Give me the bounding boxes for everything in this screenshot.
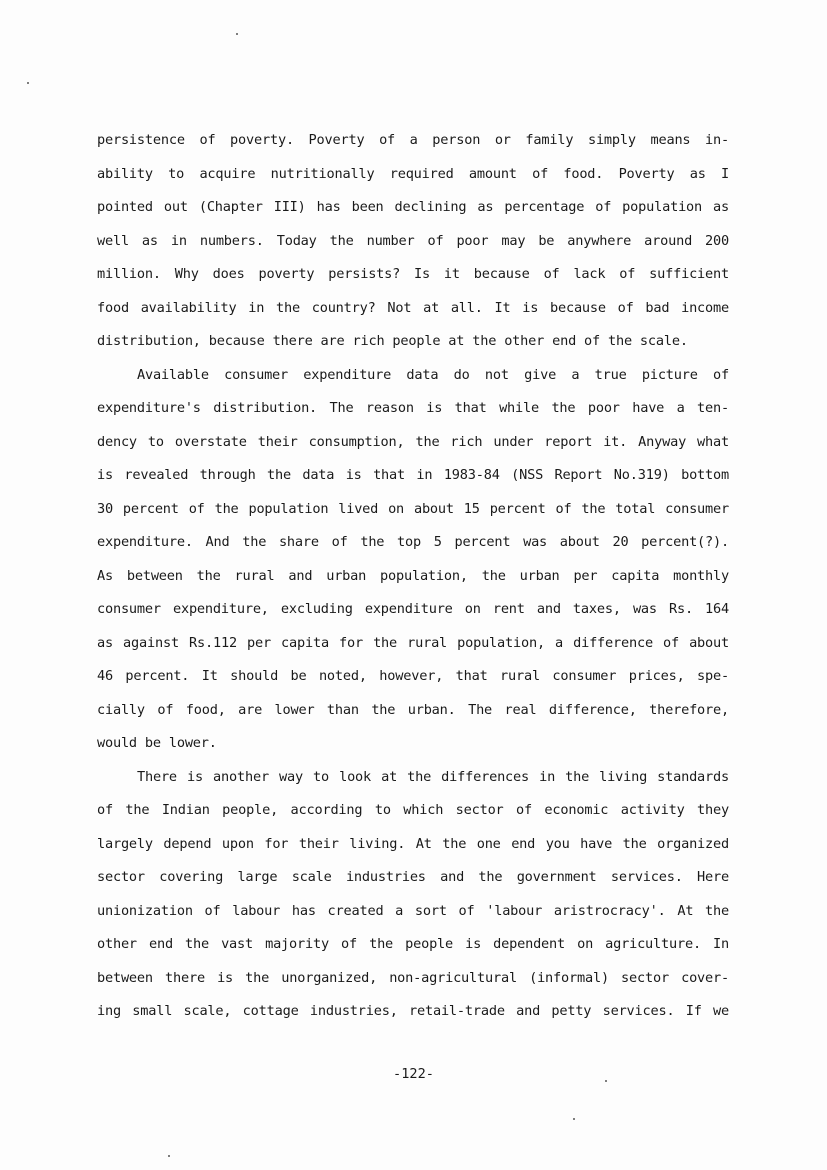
text-line: of the Indian people, according to which sector of economic activity they bbox=[97, 802, 729, 818]
scan-speck bbox=[27, 82, 29, 84]
text-line: expenditure's distribution. The reason is that while the poor have a ten- bbox=[97, 400, 729, 416]
page-number: -122- bbox=[393, 1066, 434, 1082]
text-line: well as in numbers. Today the number of poor may be anywhere around 200 bbox=[97, 232, 729, 249]
scan-speck bbox=[236, 33, 238, 35]
text-line: Available consumer expenditure data do not give a true picture of bbox=[137, 366, 729, 383]
body-text bbox=[97, 124, 729, 1029]
scan-speck bbox=[573, 1118, 575, 1120]
text-line: 46 percent. It should be noted, however, that rural consumer prices, spe- bbox=[97, 668, 729, 684]
text-line: as against Rs.112 per capita for the rural population, a difference of about bbox=[97, 634, 729, 651]
text-line: dency to overstate their consumption, the rich under report it. Anyway what bbox=[97, 433, 729, 450]
text-line: between there is the unorganized, non-agricultural (informal) sector cover- bbox=[97, 969, 729, 986]
scan-speck bbox=[605, 1080, 607, 1082]
text-line: unionization of labour has created a sort of 'labour aristrocracy'. At the bbox=[97, 902, 729, 919]
text-line: As between the rural and urban population, the urban per capita monthly bbox=[97, 567, 729, 584]
text-line: sector covering large scale industries and the government services. Here bbox=[97, 869, 729, 885]
text-line: 30 percent of the population lived on about 15 percent of the total consumer bbox=[97, 500, 729, 517]
text-line: persistence of poverty. Poverty of a person or family simply means in- bbox=[97, 132, 729, 148]
text-line: pointed out (Chapter III) has been declining as percentage of population as bbox=[97, 199, 729, 215]
text-line: expenditure. And the share of the top 5 percent was about 20 percent(?). bbox=[97, 534, 729, 550]
text-line: ing small scale, cottage industries, retail-trade and petty services. If we bbox=[97, 1003, 729, 1019]
text-line: distribution, because there are rich people at the other end of the scale. bbox=[97, 333, 688, 349]
scan-speck bbox=[168, 1155, 170, 1157]
text-line: largely depend upon for their living. At the one end you have the organized bbox=[97, 835, 729, 852]
text-line: other end the vast majority of the people is dependent on agriculture. In bbox=[97, 936, 729, 952]
text-line: is revealed through the data is that in 1983-84 (NSS Report No.319) bottom bbox=[97, 467, 729, 483]
text-line: There is another way to look at the differences in the living standards bbox=[137, 768, 729, 785]
text-line: ability to acquire nutritionally required amount of food. Poverty as I bbox=[97, 165, 729, 182]
text-line: cially of food, are lower than the urban. The real difference, therefore, bbox=[97, 701, 729, 718]
text-line: million. Why does poverty persists? Is it because of lack of sufficient bbox=[97, 266, 729, 282]
text-line: would be lower. bbox=[97, 735, 217, 751]
text-line: consumer expenditure, excluding expenditure on rent and taxes, was Rs. 164 bbox=[97, 601, 729, 617]
text-line: food availability in the country? Not at all. It is because of bad income bbox=[97, 299, 729, 316]
